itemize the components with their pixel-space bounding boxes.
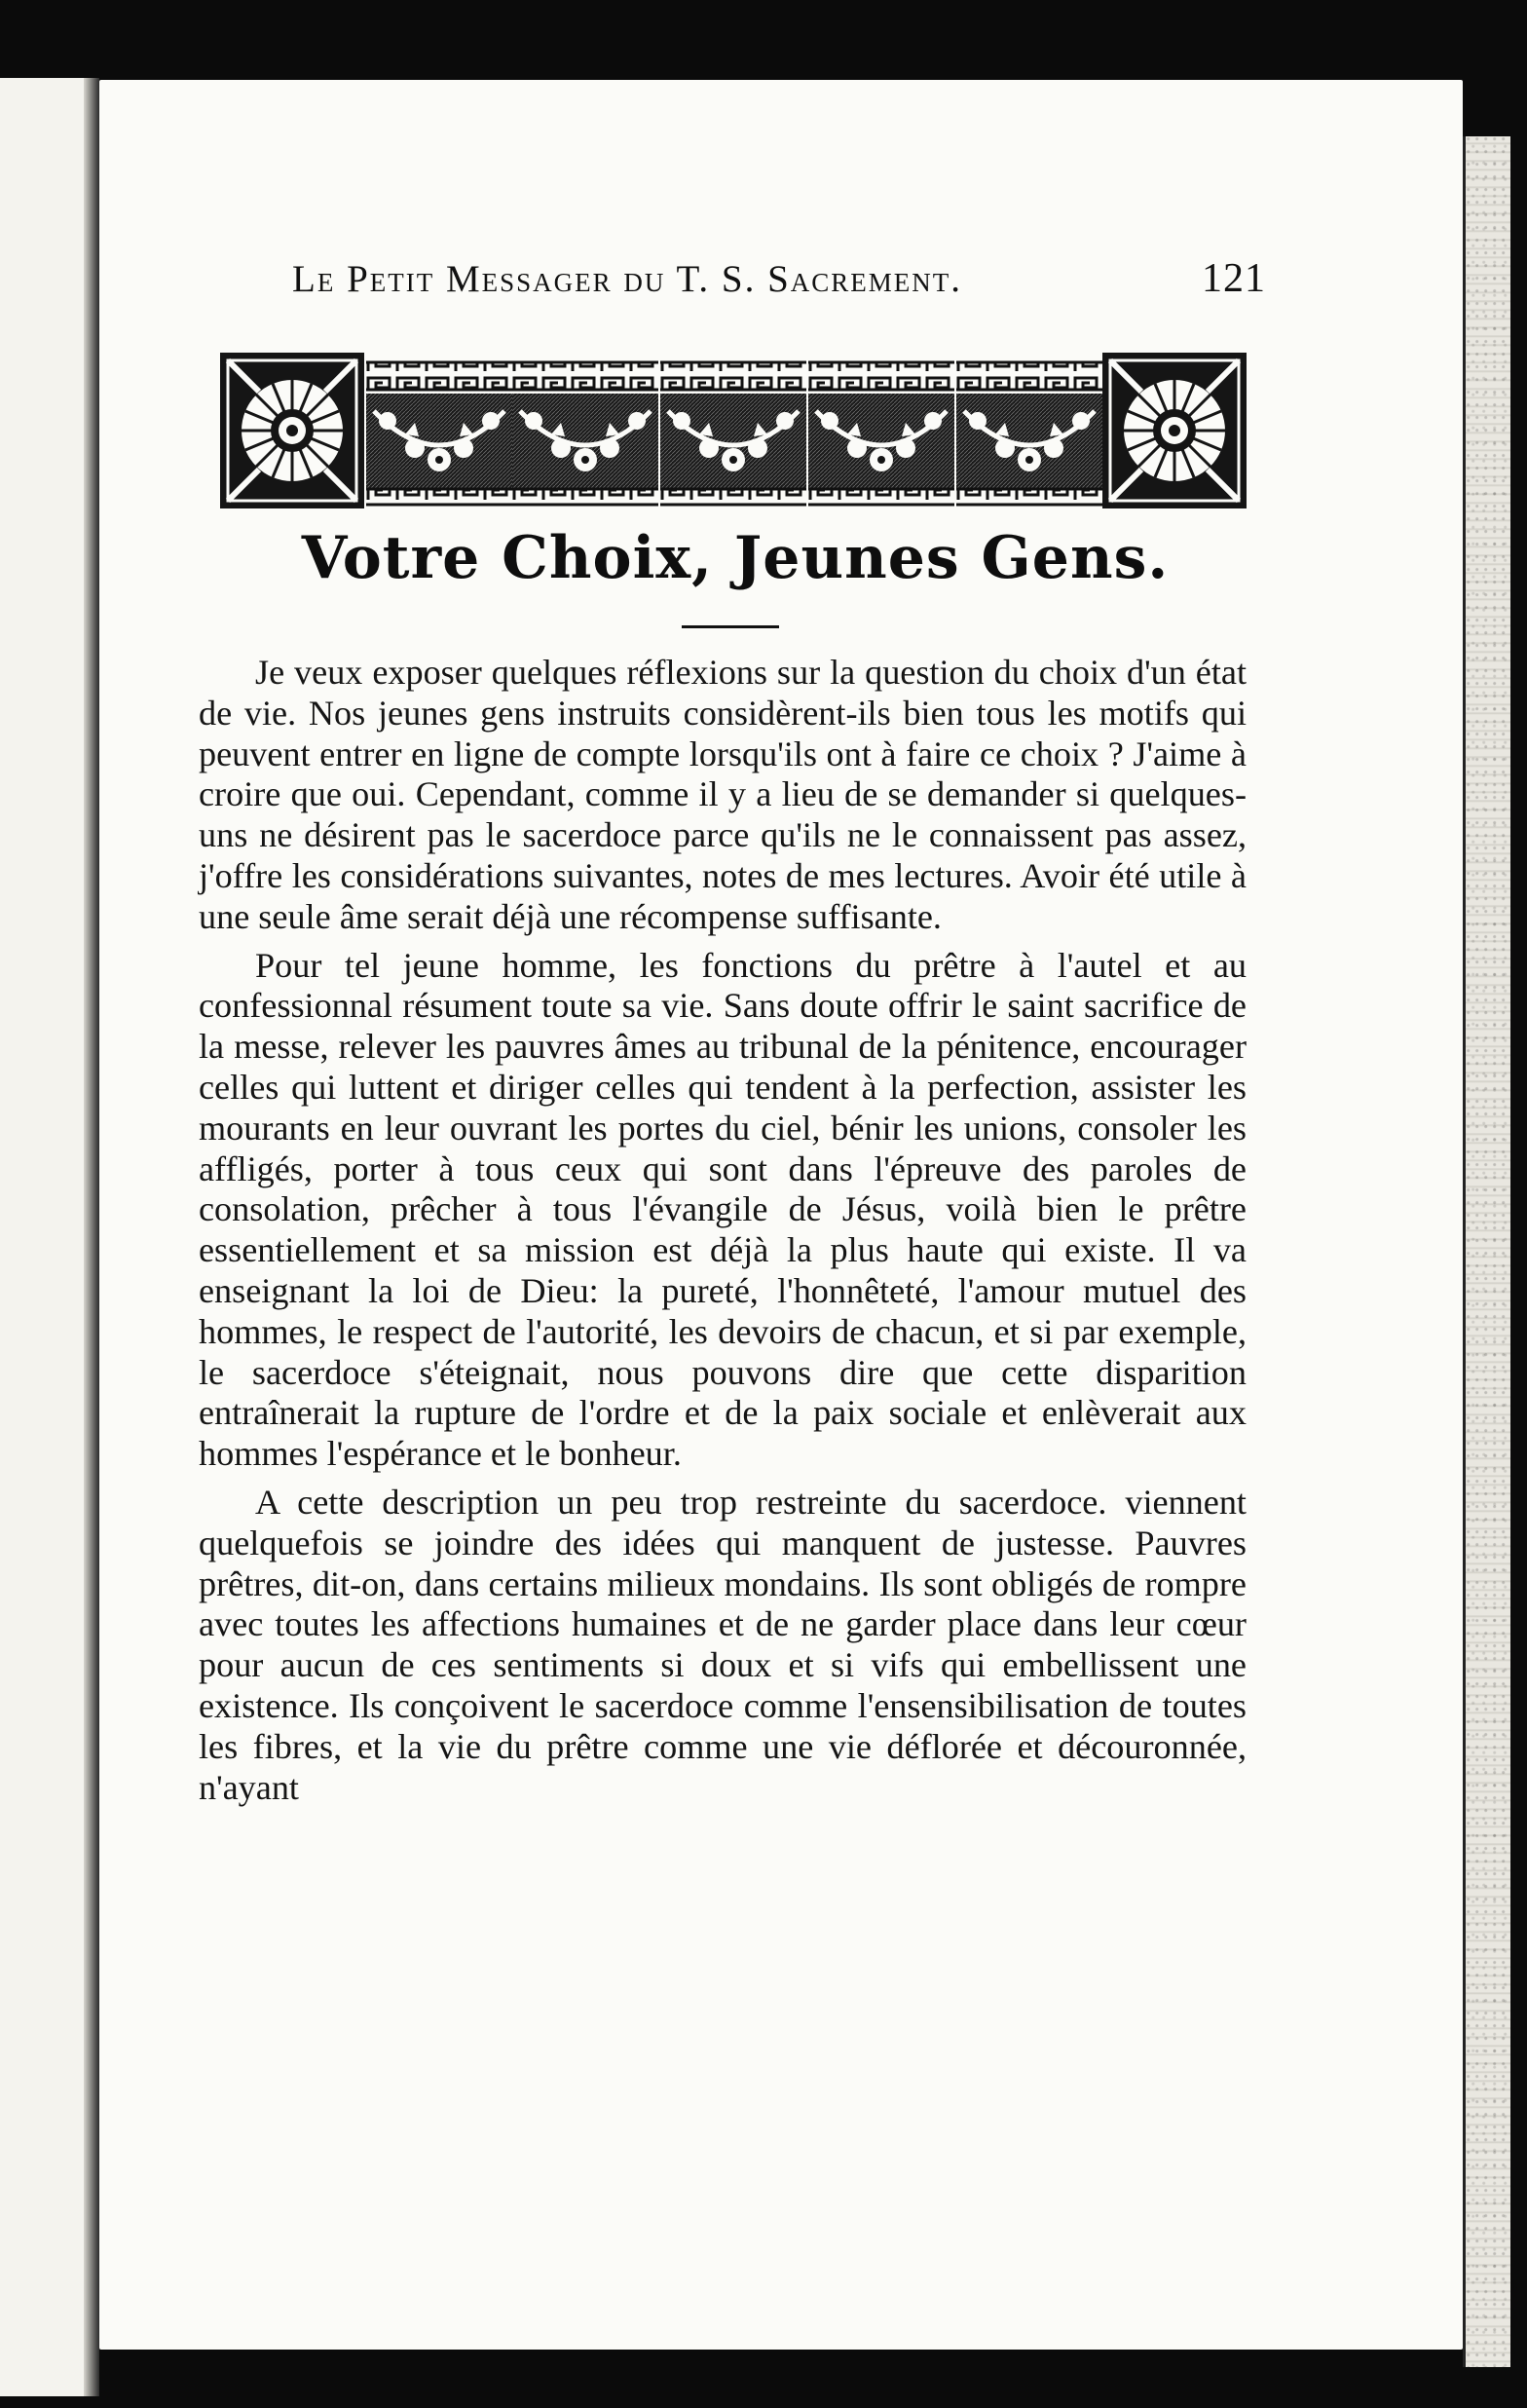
facing-page-edge xyxy=(0,78,96,2396)
paragraph: A cette description un peu trop restreinte du sacerdoce. viennent quelquefois se joindre des idées qui manquent de justesse. Pauvres prêtres, dit-on, dans certains milieux mondains. Ils sont obligés de rompre avec toutes les affections humaines et de ne garder place dans leur cœur pour aucun de ces sentiments si doux et si vifs qui embellissent une existence. Ils conçoivent le sacerdoce comme l'ensensibilisation de toutes les fibres, et la vie du prêtre comme une vie déflorée et découronnée, n'ayant xyxy=(199,1482,1247,1807)
page-stack-edge xyxy=(1463,136,1510,2367)
paragraph: Je veux exposer quelques réflexions sur la question du choix d'un état de vie. Nos jeunes gens instruits considèrent-ils bien tous les motifs qui peuvent entrer en ligne de compte lorsqu'ils ont à faire ce choix ? J'aime à croire que oui. Cependant, comme il y a lieu de se demander si quelques-uns ne désirent pas le sacerdoce parce qu'ils ne le connaissent pas assez, j'offre les considérations suivantes, notes de mes lectures. Avoir été utile à une seule âme serait déjà une récompense suffisante. xyxy=(199,653,1247,936)
running-head xyxy=(292,255,1266,310)
article-body xyxy=(199,653,1247,1808)
title-rule xyxy=(682,625,779,628)
book-gutter xyxy=(84,78,99,2396)
decorative-banner xyxy=(220,349,1247,512)
paragraph: Pour tel jeune homme, les fonctions du prêtre à l'autel et au confessionnal résument toute sa vie. Sans doute offrir le saint sacrifice de la messe, relever les pauvres âmes au tribunal de la pénitence, encourager celles qui luttent et diriger celles qui tendent à la perfection, assister les mourants en leur ouvrant les portes du ciel, bénir les unions, consoler les affligés, porter à tous ceux qui sont dans l'épreuve des paroles de consolation, prêcher à tous l'évangile de Jésus, voilà bien le prêtre essentiellement et sa mission est déjà la plus haute qui existe. Il va enseignant la loi de Dieu: la pureté, l'honnêteté, l'amour mutuel des hommes, le respect de l'autorité, les devoirs de chacun, et si par exemple, le sacerdoce s'éteignait, nous pouvons dire que cette disparition entraînerait la rupture de l'ordre et de la paix sociale et enlèverait aux hommes l'espérance et le bonheur. xyxy=(199,945,1247,1474)
article-title: Votre Choix, Jeunes Gens. xyxy=(301,524,1170,592)
page-number: 121 xyxy=(1202,256,1266,301)
running-head-title: Le Petit Messager du T. S. Sacrement. xyxy=(292,258,963,300)
